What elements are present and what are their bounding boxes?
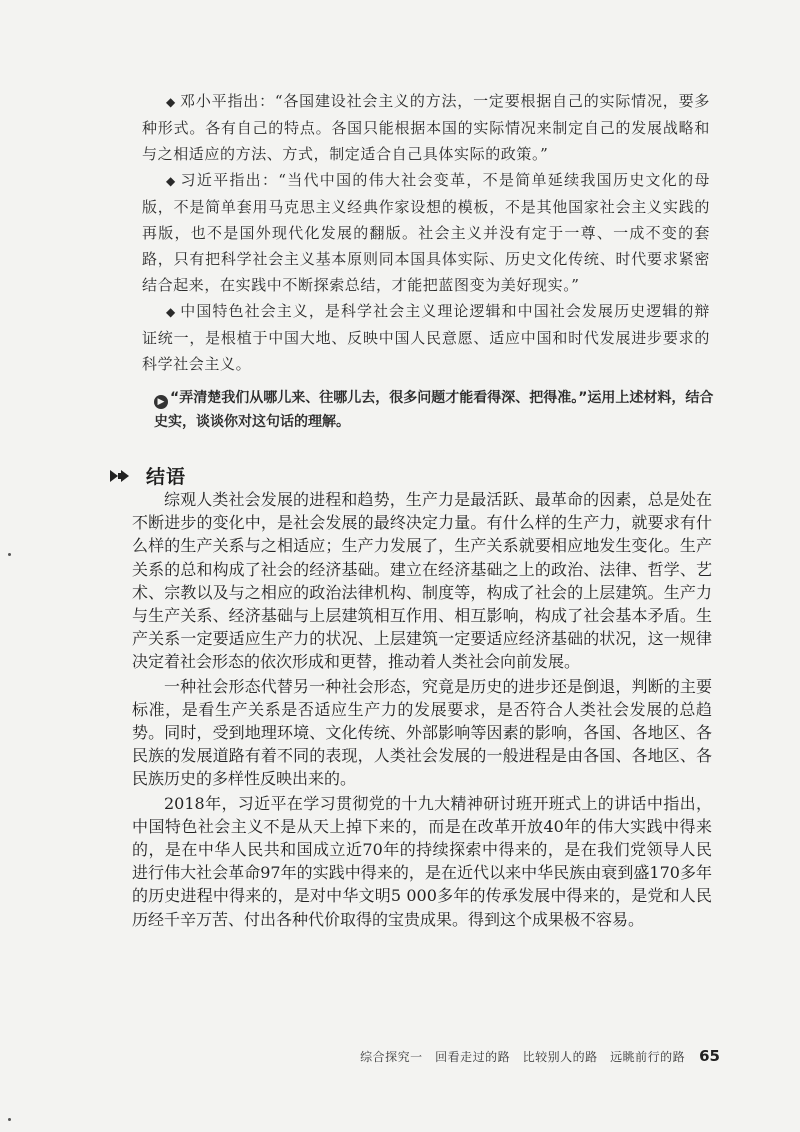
quote-block [142, 88, 710, 377]
quote-text: 习近平指出：“当代中国的伟大社会变革，不是简单延续我国历史文化的母版，不是简单套用马克思主义经典作家设想的模板，不是其他国家社会主义实践的再版，也不是国外现代化发展的翻版。社会主义并没有定于一尊、一成不变的套路，只有把科学社会主义基本原则同本国具体实际、历史文化传统、时代要求紧密结合起来，在实践中不断探索总结，才能把蓝图变为美好现实。” [142, 171, 710, 294]
page-number: 65 [699, 1047, 720, 1065]
quote-text: 中国特色社会主义，是科学社会主义理论逻辑和中国社会发展历史逻辑的辩证统一，是根植于中国大地、反映中国人民意愿、适应中国和时代发展进步要求的科学社会主义。 [142, 302, 710, 373]
diamond-bullet-icon: ◆ [166, 95, 176, 109]
quote-socialism [142, 298, 710, 377]
scan-speck [8, 1118, 11, 1121]
discussion-prompt [154, 386, 714, 434]
section-heading [110, 462, 186, 489]
running-title: 综合探究一 回看走过的路 比较别人的路 远眺前行的路 [360, 1050, 686, 1064]
paragraph: 综观人类社会发展的进程和趋势，生产力是最活跃、最革命的因素，总是处在不断进步的变化中，是社会发展的最终决定力量。有什么样的生产力，就要求有什么样的生产关系与之相适应；生产力发展了，生产关系就要相应地发生变化。生产关系的总和构成了社会的经济基础。建立在经济基础之上的政治、法律、哲学、艺术、宗教以及与之相应的政治法律机构、制度等，构成了社会的上层建筑。生产力与生产关系、经济基础与上层建筑相互作用、相互影响，构成了社会基本矛盾。生产关系一定要适应生产力的状况、上层建筑一定要适应经济基础的状况，这一规律决定着社会形态的依次形成和更替，推动着人类社会向前发展。 [132, 490, 712, 672]
paragraph: 2018年，习近平在学习贯彻党的十九大精神研讨班开班式上的讲话中指出，中国特色社会主义不是从天上掉下来的，而是在改革开放40年的伟大实践中得来的，是在中华人民共和国成立近70年的持续探索中得来的，是在我们党领导人民进行伟大社会革命97年的实践中得来的，是在近代以来中华民族由衰到盛170多年的历史进程中得来的，是对中华文明5 000多年的传承发展中得来的，是党和人民历经千辛万苦、付出各种代价取得的宝贵成果。得到这个成果极不容易。 [132, 793, 712, 929]
diamond-bullet-icon: ◆ [166, 174, 176, 188]
quote-deng-xiaoping [142, 88, 710, 167]
scan-speck [8, 553, 11, 556]
play-circle-icon: ▶ [154, 395, 168, 409]
paragraph: 一种社会形态代替另一种社会形态，究竟是历史的进步还是倒退，判断的主要标准，是看生产关系是否适应生产力的发展要求，是否符合人类社会发展的总趋势。同时，受到地理环境、文化传统、外部影响等因素的影响，各国、各地区、各民族的发展道路有着不同的表现，人类社会发展的一般进程是由各国、各地区、各民族历史的多样性反映出来的。 [132, 676, 712, 789]
prompt-text: “弄清楚我们从哪儿来、往哪儿去，很多问题才能看得深、把得准。”运用上述材料，结合史实，谈谈你对这句话的理解。 [154, 390, 714, 430]
quote-xi-jinping [142, 167, 710, 298]
section-title: 结语 [146, 466, 187, 488]
page-footer [360, 1047, 720, 1065]
double-arrow-icon [110, 469, 132, 483]
conclusion-body [132, 488, 712, 932]
diamond-bullet-icon: ◆ [166, 305, 176, 319]
quote-text: 邓小平指出：“各国建设社会主义的方法，一定要根据自己的实际情况，要多种形式。各有自己的特点。各国只能根据本国的实际情况来制定自己的发展战略和与之相适应的方法、方式，制定适合自己具体实际的政策。” [142, 92, 710, 163]
